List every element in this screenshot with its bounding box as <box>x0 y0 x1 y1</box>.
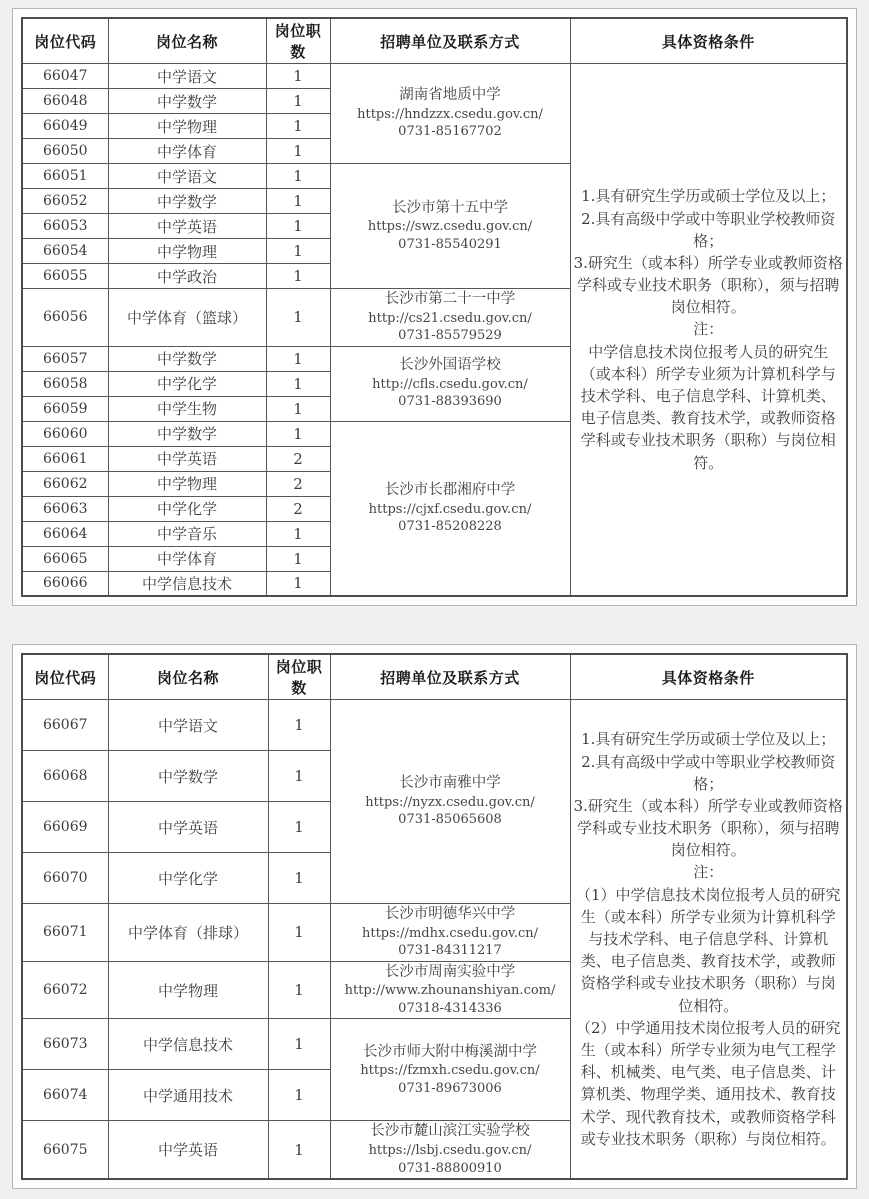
position-count-cell: 1 <box>268 700 330 751</box>
qualification-line: （2）中学通用技术岗位报考人员的研究生（或本科）所学专业须为电气工程学科、机械类、电气类、电子信息类、计算机类、物理学类、通用技术、教育技术学、现代教育技术，或教师资格学科或专业技术职务（职称）与岗位相符。 <box>575 1018 841 1148</box>
position-name-cell: 中学信息技术 <box>108 1019 268 1070</box>
position-count-cell: 1 <box>268 961 330 1019</box>
position-count-cell: 1 <box>266 289 330 347</box>
position-row <box>22 700 847 751</box>
employer-website: http://cs21.csedu.gov.cn/ <box>368 310 532 326</box>
position-name-cell: 中学体育 <box>108 546 266 571</box>
position-code-cell: 66071 <box>22 904 108 962</box>
employer-contact-cell <box>330 346 570 421</box>
employer-website: https://swz.csedu.gov.cn/ <box>367 219 533 235</box>
employer-phone: 0731-84311217 <box>398 943 502 959</box>
qualification-cell <box>570 64 847 597</box>
position-count-cell: 1 <box>268 802 330 853</box>
position-name-cell: 中学物理 <box>108 239 266 264</box>
employer-school-name: 长沙市周南实验中学 <box>384 963 516 980</box>
position-code-cell: 66055 <box>22 264 108 289</box>
employer-school-name: 长沙市第二十一中学 <box>384 291 516 307</box>
position-name-cell: 中学化学 <box>108 853 268 904</box>
position-count-cell: 1 <box>266 396 330 421</box>
position-count-cell: 1 <box>266 521 330 546</box>
position-count-cell: 1 <box>268 1121 330 1179</box>
position-code-cell: 66056 <box>22 289 108 347</box>
qualification-line: 1.具有研究生学历或硕士学位及以上； <box>581 187 836 206</box>
position-name-cell: 中学数学 <box>108 189 266 214</box>
position-name-cell: 中学英语 <box>108 446 266 471</box>
employer-phone: 0731-88800910 <box>398 1160 502 1176</box>
employer-school-name: 长沙市第十五中学 <box>392 199 508 216</box>
header-position-count: 岗位职数 <box>268 654 330 700</box>
position-count-cell: 1 <box>266 139 330 164</box>
position-code-cell: 66074 <box>22 1070 108 1121</box>
position-code-cell: 66067 <box>22 700 108 751</box>
employer-school-name: 长沙市南雅中学 <box>399 775 501 792</box>
qualification-line: 注： <box>693 863 724 882</box>
employer-contact-cell <box>330 289 570 347</box>
position-count-cell: 1 <box>266 164 330 189</box>
position-name-cell: 中学物理 <box>108 471 266 496</box>
header-position-name: 岗位名称 <box>108 654 268 700</box>
position-code-cell: 66047 <box>22 64 108 89</box>
header-row <box>22 18 847 64</box>
position-count-cell: 1 <box>266 371 330 396</box>
position-code-cell: 66054 <box>22 239 108 264</box>
employer-contact-cell <box>330 1019 570 1121</box>
header-qualification: 具体资格条件 <box>570 18 847 64</box>
position-count-cell: 1 <box>266 239 330 264</box>
employer-contact-cell <box>330 904 570 962</box>
employer-website: http://www.zhounanshiyan.com/ <box>344 983 556 999</box>
position-name-cell: 中学物理 <box>108 114 266 139</box>
position-code-cell: 66058 <box>22 371 108 396</box>
qualification-line: 注： <box>693 320 724 339</box>
position-name-cell: 中学数学 <box>108 346 266 371</box>
employer-school-name: 长沙市师大附中梅溪湖中学 <box>363 1043 537 1060</box>
position-name-cell: 中学音乐 <box>108 521 266 546</box>
position-name-cell: 中学语文 <box>108 164 266 189</box>
employer-phone: 0731-85065608 <box>398 812 502 828</box>
employer-contact-cell <box>330 421 570 596</box>
position-code-cell: 66050 <box>22 139 108 164</box>
position-code-cell: 66061 <box>22 446 108 471</box>
employer-school-name: 长沙市长郡湘府中学 <box>384 482 516 499</box>
employer-website: https://lsbj.csedu.gov.cn/ <box>368 1143 532 1159</box>
qualification-line: 2.具有高级中学或中等职业学校教师资格； <box>581 752 836 793</box>
position-name-cell: 中学生物 <box>108 396 266 421</box>
qualification-line: 2.具有高级中学或中等职业学校教师资格； <box>581 209 836 250</box>
position-code-cell: 66064 <box>22 521 108 546</box>
position-name-cell: 中学数学 <box>108 421 266 446</box>
position-count-cell: 2 <box>266 471 330 496</box>
employer-phone: 0731-88393690 <box>398 394 502 410</box>
position-count-cell: 1 <box>266 189 330 214</box>
employer-school-name: 长沙市麓山滨江实验学校 <box>370 1123 530 1140</box>
table-1-body <box>22 64 847 597</box>
employer-contact-cell <box>330 164 570 289</box>
employer-school-name: 长沙市明德华兴中学 <box>384 906 516 923</box>
employer-contact-cell <box>330 961 570 1019</box>
position-name-cell: 中学英语 <box>108 214 266 239</box>
position-name-cell: 中学数学 <box>108 89 266 114</box>
qualification-cell <box>570 700 847 1179</box>
position-name-cell: 中学政治 <box>108 264 266 289</box>
position-count-cell: 1 <box>268 1070 330 1121</box>
position-code-cell: 66065 <box>22 546 108 571</box>
position-count-cell: 1 <box>266 64 330 89</box>
position-code-cell: 66063 <box>22 496 108 521</box>
position-code-cell: 66066 <box>22 571 108 596</box>
position-name-cell: 中学语文 <box>108 700 268 751</box>
qualification-line: 中学信息技术岗位报考人员的研究生（或本科）所学专业须为计算机科学与技术学科、电子信息学科、计算机类、电子信息类、教育技术学，或教师资格学科或专业技术职务（职称）与岗位相符。 <box>580 342 836 472</box>
employer-contact-cell <box>330 1121 570 1179</box>
position-count-cell: 1 <box>266 346 330 371</box>
employer-website: http://cfls.csedu.gov.cn/ <box>372 376 528 392</box>
position-code-cell: 66048 <box>22 89 108 114</box>
position-code-cell: 66068 <box>22 751 108 802</box>
position-name-cell: 中学英语 <box>108 1121 268 1179</box>
header-position-code: 岗位代码 <box>22 18 108 64</box>
position-name-cell: 中学物理 <box>108 961 268 1019</box>
header-position-count: 岗位职数 <box>266 18 330 64</box>
employer-website: https://fzmxh.csedu.gov.cn/ <box>360 1063 540 1079</box>
header-employer-contact: 招聘单位及联系方式 <box>330 18 570 64</box>
qualification-line: 3.研究生（或本科）所学专业或教师资格学科或专业技术职务（职称），须与招聘岗位相符。 <box>573 796 843 860</box>
employer-contact-cell <box>330 700 570 904</box>
position-count-cell: 1 <box>266 546 330 571</box>
employer-phone: 0731-85579529 <box>398 328 502 344</box>
header-position-name: 岗位名称 <box>108 18 266 64</box>
position-code-cell: 66060 <box>22 421 108 446</box>
position-code-cell: 66072 <box>22 961 108 1019</box>
position-count-cell: 1 <box>266 571 330 596</box>
position-name-cell: 中学通用技术 <box>108 1070 268 1121</box>
recruitment-table-2 <box>21 653 848 1180</box>
position-count-cell: 2 <box>266 496 330 521</box>
position-code-cell: 66075 <box>22 1121 108 1179</box>
employer-website: https://nyzx.csedu.gov.cn/ <box>365 794 535 810</box>
qualification-line: 1.具有研究生学历或硕士学位及以上； <box>581 730 836 749</box>
employer-contact-cell <box>330 64 570 164</box>
position-name-cell: 中学数学 <box>108 751 268 802</box>
position-count-cell: 1 <box>266 89 330 114</box>
position-name-cell: 中学化学 <box>108 496 266 521</box>
employer-phone: 0731-85167702 <box>398 124 502 140</box>
employer-website: https://mdhx.csedu.gov.cn/ <box>361 925 539 941</box>
position-count-cell: 1 <box>266 264 330 289</box>
table-panel-2 <box>12 644 857 1189</box>
position-name-cell: 中学化学 <box>108 371 266 396</box>
header-qualification: 具体资格条件 <box>570 654 847 700</box>
employer-website: https://cjxf.csedu.gov.cn/ <box>368 501 532 517</box>
position-count-cell: 1 <box>268 904 330 962</box>
table-panel-1 <box>12 8 857 606</box>
position-code-cell: 66073 <box>22 1019 108 1070</box>
position-count-cell: 1 <box>266 214 330 239</box>
header-row <box>22 654 847 700</box>
position-count-cell: 1 <box>268 853 330 904</box>
header-position-code: 岗位代码 <box>22 654 108 700</box>
position-row <box>22 64 847 89</box>
position-code-cell: 66053 <box>22 214 108 239</box>
employer-school-name: 长沙外国语学校 <box>399 357 501 374</box>
position-count-cell: 1 <box>266 114 330 139</box>
position-count-cell: 1 <box>268 1019 330 1070</box>
position-name-cell: 中学体育 <box>108 139 266 164</box>
position-code-cell: 66062 <box>22 471 108 496</box>
employer-phone: 0731-85540291 <box>398 236 502 252</box>
qualification-line: 3.研究生（或本科）所学专业或教师资格学科或专业技术职务（职称），须与招聘岗位相符。 <box>573 253 843 317</box>
position-count-cell: 1 <box>266 421 330 446</box>
position-count-cell: 2 <box>266 446 330 471</box>
position-code-cell: 66051 <box>22 164 108 189</box>
position-code-cell: 66049 <box>22 114 108 139</box>
position-name-cell: 中学信息技术 <box>108 571 266 596</box>
table-2-body <box>22 700 847 1179</box>
position-count-cell: 1 <box>268 751 330 802</box>
employer-website: https://hndzzx.csedu.gov.cn/ <box>357 106 543 122</box>
employer-phone: 0731-85208228 <box>398 519 502 535</box>
position-name-cell: 中学英语 <box>108 802 268 853</box>
recruitment-table-1 <box>21 17 848 597</box>
position-code-cell: 66057 <box>22 346 108 371</box>
employer-phone: 0731-89673006 <box>398 1080 502 1096</box>
header-employer-contact: 招聘单位及联系方式 <box>330 654 570 700</box>
employer-school-name: 湖南省地质中学 <box>399 87 501 104</box>
qualification-line: （1）中学信息技术岗位报考人员的研究生（或本科）所学专业须为计算机科学与技术学科、电子信息学科、计算机类、电子信息类、教育技术学，或教师资格学科或专业技术职务（职称）与岗位相符。 <box>575 885 841 1015</box>
position-name-cell: 中学体育（排球） <box>108 904 268 962</box>
position-code-cell: 66052 <box>22 189 108 214</box>
position-code-cell: 66070 <box>22 853 108 904</box>
position-code-cell: 66059 <box>22 396 108 421</box>
position-name-cell: 中学语文 <box>108 64 266 89</box>
employer-phone: 07318-4314336 <box>398 1000 502 1016</box>
position-name-cell: 中学体育（篮球） <box>108 289 266 347</box>
position-code-cell: 66069 <box>22 802 108 853</box>
